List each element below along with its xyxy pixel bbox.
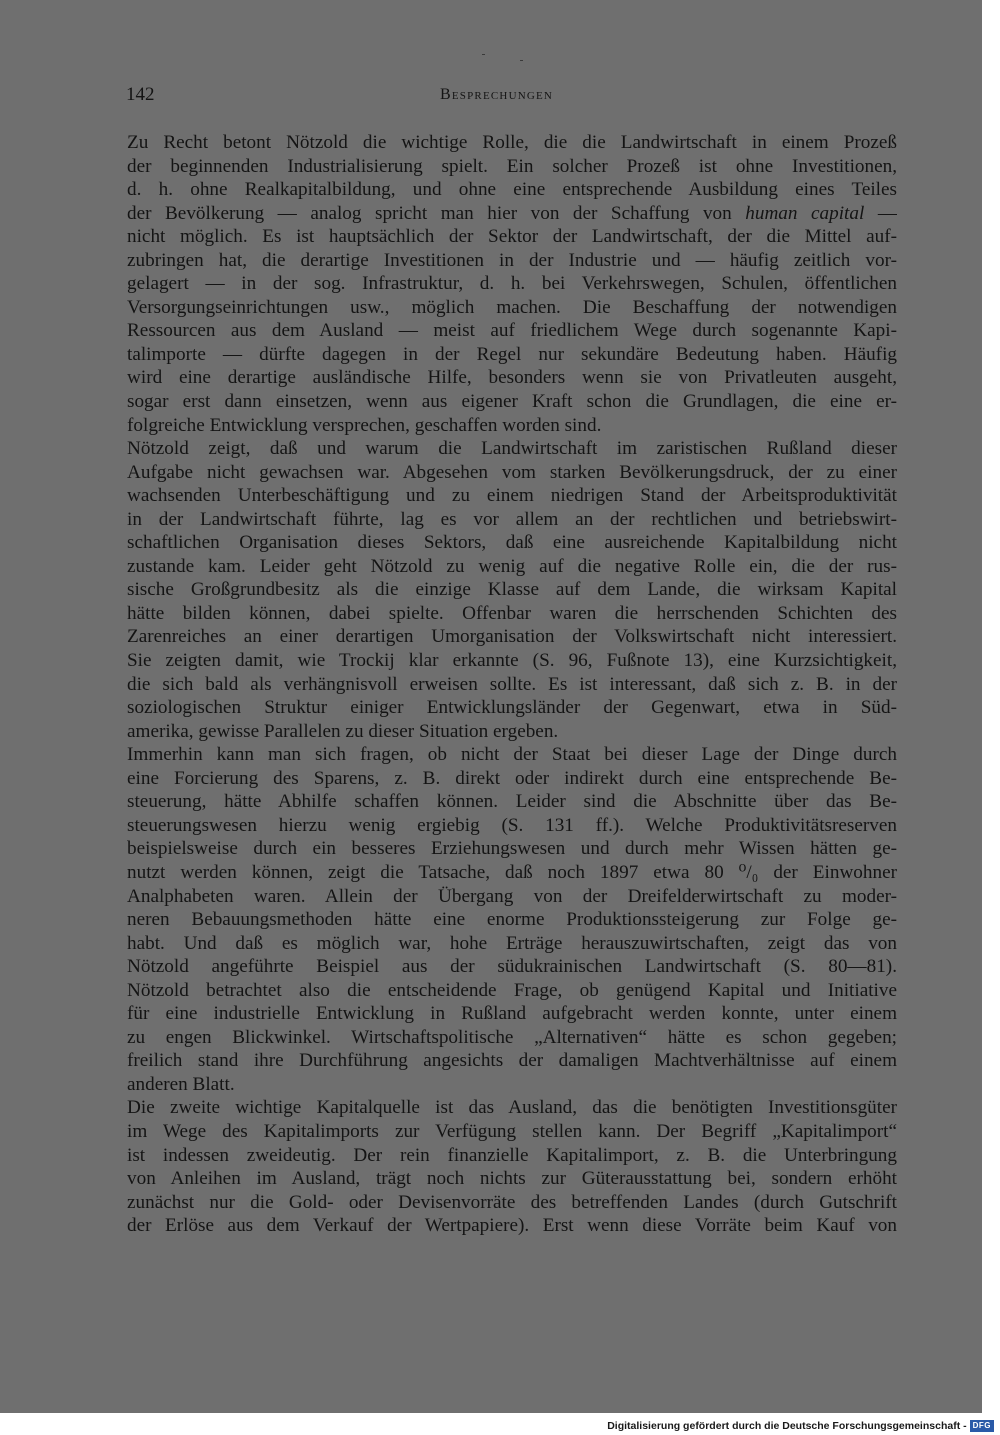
text-line-content: hätte bilden können, dabei spielte. Offenbar waren die herrschenden Schichten des [127, 602, 897, 624]
text-line-content: zu engen Blickwinkel. Wirtschaftspolitische „Alternativen“ hätte es schon gegeben; [127, 1026, 897, 1048]
text-line-content: Die zweite wichtige Kapitalquelle ist das Ausland, das die benötigten Investitionsgüter [127, 1097, 897, 1119]
text-line [127, 720, 897, 744]
text-line-content: die sich bald als verhängnisvoll erweisen sollte. Es ist interessant, daß sich z. B. in der [127, 673, 897, 695]
text-line-content: Nötzold angeführte Beispiel aus der südukrainischen Landwirtschaft (S. 80—81). [127, 956, 897, 978]
text-line-content: in der Landwirtschaft führte, lag es vor allem an der rechtlichen und betriebswirt- [127, 508, 897, 530]
text-line-content: neren Bebauungsmethoden hätte eine enorme Produktionssteigerung zur Folge ge- [127, 909, 897, 931]
text-line [127, 1191, 897, 1215]
text-line [127, 885, 897, 909]
text-line [127, 202, 897, 226]
text-line [127, 366, 897, 390]
running-title: Besprechungen [440, 86, 554, 103]
text-line-content: Zarenreiches an einer derartigen Umorganisation der Volkswirtschaft nicht interessiert. [127, 626, 897, 648]
text-line [127, 1026, 897, 1050]
text-line-content: Versorgungseinrichtungen usw., möglich machen. Die Beschaffung der notwendigen [127, 296, 897, 318]
text-line [127, 390, 897, 414]
text-line [127, 272, 897, 296]
text-line-content: zustande kam. Leider geht Nötzold zu wenig auf die negative Rolle ein, die der rus- [127, 555, 897, 577]
text-line-content: sogar erst dann einsetzen, wenn aus eigener Kraft schon die Grundlagen, die eine er- [127, 391, 897, 413]
text-line [127, 932, 897, 956]
text-line-content: d. h. ohne Realkapitalbildung, und ohne eine entsprechende Ausbildung eines Teiles [127, 179, 897, 201]
text-line [127, 319, 897, 343]
text-line-content: sische Großgrundbesitz als die einzige Klasse auf dem Lande, die wirksam Kapital [127, 579, 897, 601]
digitization-footer [607, 1419, 994, 1433]
text-line [127, 131, 897, 155]
text-line [127, 1096, 897, 1120]
text-line-tail: — [864, 202, 897, 224]
text-line [127, 578, 897, 602]
text-line-content: zubringen hat, die derartige Investitionen in der Industrie und — häufig zeitlich vor- [127, 249, 897, 271]
italic-term: human capital [745, 202, 865, 224]
funding-note: Digitalisierung gefördert durch die Deutsche Forschungsgemeinschaft - [607, 1420, 967, 1432]
scan-speck [520, 60, 523, 61]
text-line [127, 343, 897, 367]
text-line-content: für eine industrielle Entwicklung in Rußland aufgebracht werden konnte, unter einem [127, 1003, 897, 1025]
text-line [127, 814, 897, 838]
text-line [127, 625, 897, 649]
text-line-content: steuerung, hätte Abhilfe schaffen können. Leider sind die Abschnitte über das Be- [127, 791, 897, 813]
text-line [127, 414, 897, 438]
text-line [127, 225, 897, 249]
text-line-content: beispielsweise durch ein besseres Erziehungswesen und durch mehr Wissen hätten ge- [127, 838, 897, 860]
text-line [127, 696, 897, 720]
text-line-content: von Anleihen im Ausland, trägt noch nichts zur Güterausstattung bei, sondern erhöht [127, 1168, 897, 1190]
text-line-content: talimporte — dürfte dagegen in der Regel nur sekundäre Bedeutung haben. Häufig [127, 343, 897, 365]
text-line-content: nutzt werden können, zeigt die Tatsache, daß noch 1897 etwa 80 ⁰/₀ der Einwohner [127, 861, 897, 883]
text-line [127, 649, 897, 673]
text-line [127, 1167, 897, 1191]
text-line-content: schaftlichen Organisation dieses Sektors, daß eine ausreichende Kapitalbildung nicht [127, 532, 897, 554]
text-line-content: freilich stand ihre Durchführung angesichts der damaligen Machtverhältnisse auf einem [127, 1050, 897, 1072]
text-line [127, 1002, 897, 1026]
text-line [127, 602, 897, 626]
scan-speck [482, 54, 485, 55]
text-line-content: Nötzold betrachtet also die entscheidende Frage, ob genügend Kapital und Initiative [127, 979, 897, 1001]
dfg-logo: DFG [970, 1420, 994, 1432]
text-line-content: ist indessen zweideutig. Der rein finanzielle Kapitalimport, z. B. die Unterbringung [127, 1144, 897, 1166]
text-line [127, 743, 897, 767]
text-line [127, 461, 897, 485]
text-line-content: eine Forcierung des Sparens, z. B. direkt oder indirekt durch eine entsprechende Be- [127, 767, 897, 789]
text-line [127, 861, 897, 885]
text-line-content: Ressourcen aus dem Ausland — meist auf friedlichem Wege durch sogenannte Kapi- [127, 320, 897, 342]
text-line [127, 955, 897, 979]
text-line [127, 1214, 897, 1238]
text-line [127, 1144, 897, 1168]
text-line [127, 1073, 897, 1097]
text-line [127, 1049, 897, 1073]
text-line-content: steuerungswesen hierzu wenig ergiebig (S. 131 ff.). Welche Produktivitätsreserven [127, 814, 897, 836]
text-line-content: Analphabeten waren. Allein der Übergang von der Dreifelderwirtschaft zu moder- [127, 885, 897, 907]
text-line-content: Aufgabe nicht gewachsen war. Abgesehen vom starken Bevölkerungsdruck, der zu einer [127, 461, 897, 483]
text-line-content: der beginnenden Industrialisierung spielt. Ein solcher Prozeß ist ohne Investitionen, [127, 155, 897, 177]
text-line [127, 484, 897, 508]
text-line [127, 837, 897, 861]
text-line [127, 1120, 897, 1144]
text-line [127, 155, 897, 179]
text-line-content: habt. Und daß es möglich war, hohe Erträge herauszuwirtschaften, zeigt das von [127, 932, 897, 954]
text-line [127, 555, 897, 579]
text-line [127, 673, 897, 697]
text-line-content: zunächst nur die Gold- oder Devisenvorräte des betreffenden Landes (durch Gutschrift [127, 1191, 897, 1213]
text-line [127, 767, 897, 791]
text-line-content: anderen Blatt. [127, 1073, 235, 1095]
page-header [126, 83, 894, 107]
text-line [127, 437, 897, 461]
text-line-content: wachsenden Unterbeschäftigung und zu einem niedrigen Stand der Arbeitsproduktivität [127, 485, 897, 507]
text-line-content: folgreiche Entwicklung versprechen, geschaffen worden sind. [127, 414, 602, 436]
text-line [127, 790, 897, 814]
body-text [127, 131, 897, 1238]
text-line-content: Zu Recht betont Nötzold die wichtige Rolle, die die Landwirtschaft in einem Prozeß [127, 132, 897, 153]
text-line-content: der Erlöse aus dem Verkauf der Wertpapiere). Erst wenn diese Vorräte beim Kauf von [127, 1215, 897, 1237]
text-line [127, 908, 897, 932]
text-line-content: wird eine derartige ausländische Hilfe, besonders wenn sie von Privatleuten ausgeht, [127, 367, 897, 389]
text-line-content: soziologischen Struktur einiger Entwicklungsländer der Gegenwart, etwa in Süd- [127, 697, 897, 719]
text-line [127, 249, 897, 273]
text-line-content: der Bevölkerung — analog spricht man hier von der Schaffung von [127, 202, 732, 224]
text-line-content: nicht möglich. Es ist hauptsächlich der Sektor der Landwirtschaft, der die Mittel auf- [127, 226, 897, 248]
text-line [127, 178, 897, 202]
text-line [127, 296, 897, 320]
text-line [127, 979, 897, 1003]
text-line-content: gelagert — in der sog. Infrastruktur, d. h. bei Verkehrswegen, Schulen, öffentlichen [127, 273, 897, 295]
text-line-content: amerika, gewisse Parallelen zu dieser Situation ergeben. [127, 720, 559, 742]
page-number: 142 [126, 84, 155, 105]
text-line [127, 508, 897, 532]
text-line-content: Sie zeigten damit, wie Trockij klar erkannte (S. 96, Fußnote 13), eine Kurzsichtigkeit, [127, 650, 897, 672]
text-line-content: Immerhin kann man sich fragen, ob nicht der Staat bei dieser Lage der Dinge durch [127, 744, 897, 766]
text-line [127, 531, 897, 555]
text-line-content: Nötzold zeigt, daß und warum die Landwirtschaft im zaristischen Rußland dieser [127, 438, 897, 460]
text-line-content: im Wege des Kapitalimports zur Verfügung stellen kann. Der Begriff „Kapitalimport“ [127, 1120, 897, 1142]
